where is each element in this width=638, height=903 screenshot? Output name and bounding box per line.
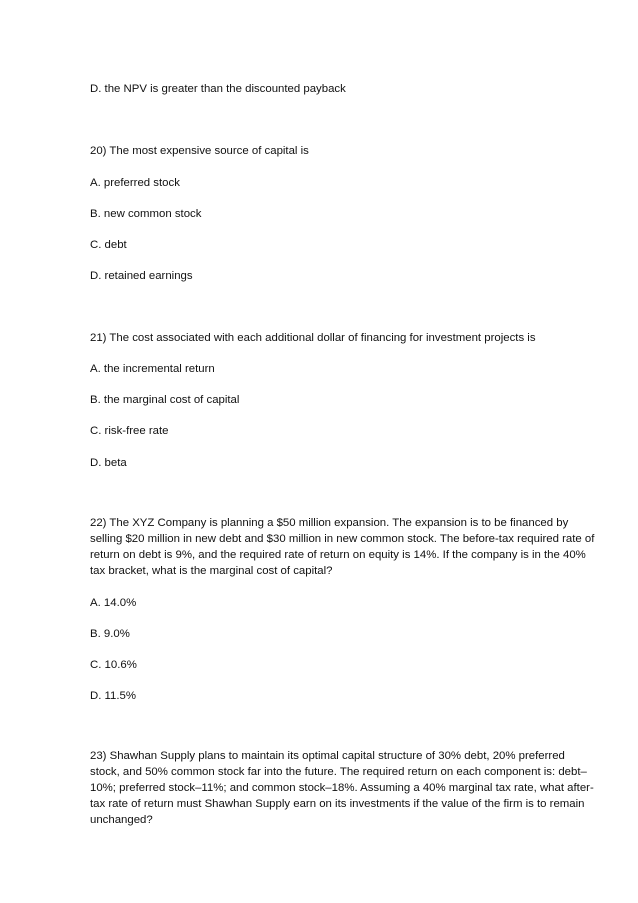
q21-option-d: D. beta (90, 457, 127, 469)
q20-option-c: C. debt (90, 239, 127, 251)
q22-option-c: C. 10.6% (90, 659, 137, 671)
q20-question: 20) The most expensive source of capital is (90, 145, 309, 157)
q21-question: 21) The cost associated with each additional dollar of financing for investment projects is (90, 332, 536, 344)
q19-option-d: D. the NPV is greater than the discounted payback (90, 83, 346, 95)
q22-option-b: B. 9.0% (90, 628, 130, 640)
q20-option-a: A. preferred stock (90, 177, 180, 189)
q22-question: 22) The XYZ Company is planning a $50 million expansion. The expansion is to be financed by selling $20 million in new debt and $30 million in new common stock. The before-tax required rate of return on debt is 9%, and the required rate of return on equity is 14%. If the company is in the 40% tax bracket, what is the marginal cost of capital? (90, 517, 595, 577)
q22-option-d: D. 11.5% (90, 690, 137, 702)
q23-question: 23) Shawhan Supply plans to maintain its optimal capital structure of 30% debt, 20% preferred stock, and 50% common stock far into the future. The required return on each component is: debt–10%; preferred stock–11%; and common stock–18%. Assuming a 40% marginal tax rate, what after-tax rate of return must Shawhan Supply earn on its investments if the value of the firm is to remain unchanged? (90, 750, 594, 826)
q22-option-a: A. 14.0% (90, 597, 137, 609)
q21-option-c: C. risk-free rate (90, 425, 169, 437)
q20-option-b: B. new common stock (90, 208, 202, 220)
q21-option-b: B. the marginal cost of capital (90, 394, 240, 406)
q21-option-a: A. the incremental return (90, 363, 215, 375)
q20-option-d: D. retained earnings (90, 270, 193, 282)
